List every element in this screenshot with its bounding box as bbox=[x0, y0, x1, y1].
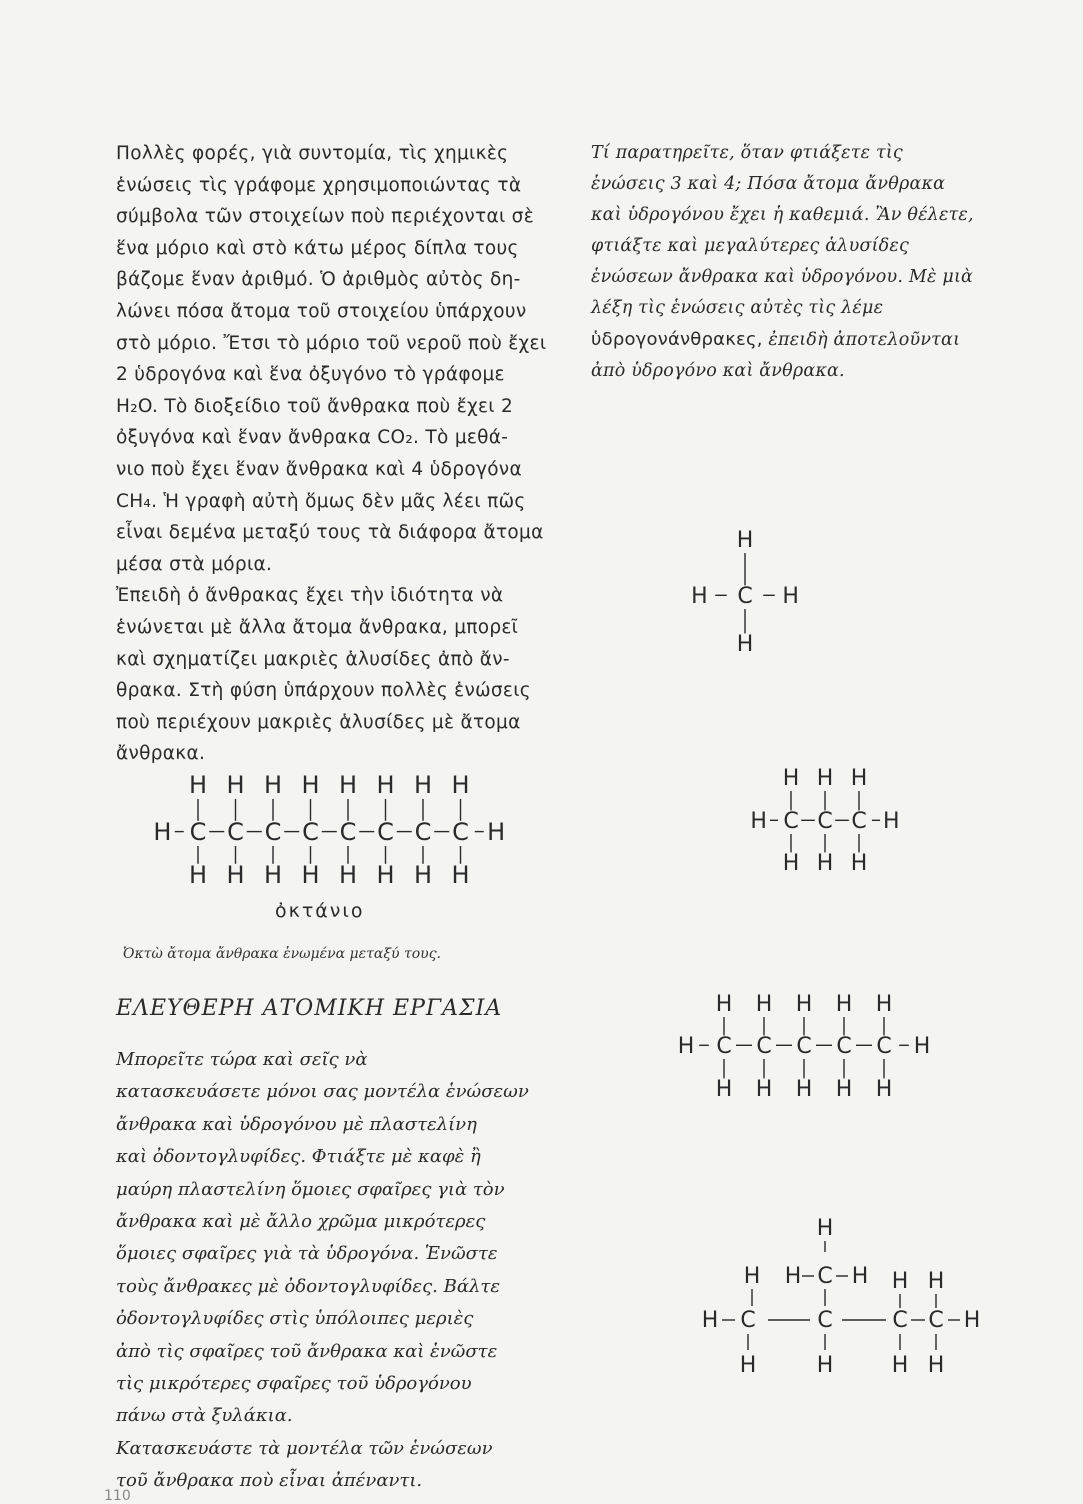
hydrogen-atom: H bbox=[755, 1077, 773, 1100]
term-hydrocarbons: ὑδρογονάνθρακες, bbox=[591, 329, 763, 350]
carbon-atom: C bbox=[227, 818, 244, 846]
hydrogen-atom: H bbox=[795, 1077, 813, 1100]
hydrogen-atom: H bbox=[188, 861, 208, 889]
hydrogen-atom: H bbox=[795, 992, 813, 1017]
hydrogen-atom: H bbox=[963, 1308, 981, 1333]
carbon-atom: C bbox=[377, 818, 394, 846]
hydrogen-atom: H bbox=[188, 771, 208, 799]
carbon-atom: C bbox=[851, 809, 867, 834]
hydrogen-atom: H bbox=[743, 1264, 761, 1289]
hydrogen-atom: H bbox=[913, 1034, 931, 1059]
page-number: 110 bbox=[104, 1488, 131, 1504]
carbon-atom: C bbox=[264, 818, 282, 846]
hydrogen-atom: H bbox=[226, 861, 245, 889]
hydrogen-atom: H bbox=[784, 1264, 802, 1289]
hydrogen-atom: H bbox=[927, 1269, 945, 1294]
hydrogen-atom: H bbox=[851, 1264, 869, 1289]
section-heading: ΕΛΕΥΘΕΡΗ ΑΤΟΜΙΚΗ ΕΡΓΑΣΙΑ bbox=[116, 996, 503, 1021]
hydrogen-atom: H bbox=[835, 1077, 853, 1100]
hydrogen-atom: H bbox=[301, 861, 320, 889]
hydrogen-atom: H bbox=[376, 861, 395, 889]
hydrogen-atom: H bbox=[891, 1353, 909, 1378]
pentane-structural-formula bbox=[670, 985, 960, 1100]
hydrogen-atom: H bbox=[782, 766, 800, 791]
methane-structural-formula bbox=[680, 525, 820, 655]
hydrogen-atom: H bbox=[376, 771, 395, 799]
carbon-atom: C bbox=[740, 1308, 756, 1333]
hydrogen-atom: H bbox=[226, 771, 245, 799]
carbon-atom: C bbox=[783, 809, 799, 834]
hydrogen-atom: H bbox=[891, 1269, 909, 1294]
hydrogen-atom: H bbox=[413, 771, 433, 799]
octane-name: ὀκτάνιο bbox=[275, 900, 365, 922]
hydrogen-atom: H bbox=[875, 992, 893, 1017]
hydrogen-atom: H bbox=[715, 1077, 733, 1100]
hydrogen-atom: H bbox=[338, 771, 358, 799]
hydrogen-atom: H bbox=[816, 1353, 834, 1378]
isopentane-structural-formula bbox=[690, 1210, 1000, 1385]
carbon-atom: C bbox=[339, 818, 357, 846]
hydrogen-atom: H bbox=[782, 584, 799, 609]
hydrogen-atom: H bbox=[338, 861, 358, 889]
octane-structural-formula bbox=[140, 765, 520, 890]
hydrogen-atom: H bbox=[883, 809, 900, 834]
carbon-atom: C bbox=[876, 1034, 892, 1059]
hydrogen-atom: H bbox=[451, 771, 470, 799]
carbon-atom: C bbox=[817, 1264, 833, 1289]
paragraph-2: Ἐπειδὴ ὁ ἄνθρακας ἔχει τὴν ἰδιότητα νὰ ἑνώνεται μὲ ἄλλα ἄτομα ἄνθρακα, μπορεῖ καὶ σχηματίζει μακριὲς ἁλυσίδες ἀπὸ ἄν- θρακα. Στὴ φύση ὑπάρχουν πολλὲς ἑνώσεις ποὺ περιέχουν μακριὲς ἁλυσίδες μὲ ἄτομα ἄνθρακα. bbox=[116, 585, 531, 765]
carbon-atom: C bbox=[892, 1308, 908, 1333]
hydrogen-atom: H bbox=[736, 528, 754, 553]
hydrogen-atom: H bbox=[715, 992, 733, 1017]
hydrogen-atom: H bbox=[739, 1353, 757, 1378]
hydrogen-atom: H bbox=[153, 818, 172, 846]
left-column-text bbox=[116, 138, 556, 770]
carbon-atom: C bbox=[836, 1034, 852, 1059]
carbon-atom: C bbox=[817, 1308, 833, 1333]
carbon-atom: C bbox=[452, 818, 469, 846]
carbon-atom: C bbox=[302, 818, 319, 846]
hydrogen-atom: H bbox=[691, 584, 708, 609]
carbon-atom: C bbox=[414, 818, 432, 846]
hydrogen-atom: H bbox=[835, 992, 853, 1017]
carbon-atom: C bbox=[817, 809, 833, 834]
pentane-diagram bbox=[670, 985, 960, 1100]
octane-diagram bbox=[140, 765, 520, 890]
hydrogen-atom: H bbox=[750, 809, 767, 834]
hydrogen-atom: H bbox=[701, 1308, 719, 1333]
carbon-atom: C bbox=[756, 1034, 772, 1059]
hydrogen-atom: H bbox=[755, 992, 773, 1017]
carbon-atom: C bbox=[716, 1034, 732, 1059]
hydrogen-atom: H bbox=[816, 766, 834, 791]
isopentane-diagram bbox=[690, 1210, 1000, 1385]
hydrogen-atom: H bbox=[263, 771, 283, 799]
carbon-atom: C bbox=[737, 584, 753, 609]
exercise-text: Μπορεῖτε τώρα καὶ σεῖς νὰ κατασκευάσετε μόνοι σας μοντέλα ἑνώσεων ἄνθρακα καὶ ὑδρογόνου μὲ πλαστελίνη καὶ ὀδοντογλυφίδες. Φτιάξτε μὲ καφὲ ἢ μαύρη πλαστελίνη ὅμοιες σφαῖρες γιὰ τὸν ἄνθρακα καὶ μὲ ἄλλο χρῶμα μικρότερες ὅμοιες σφαῖρες γιὰ τὰ ὑδρογόνα. Ἑνῶστε τοὺς ἄνθρακες μὲ ὀδοντογλυφίδες. Βάλτε ὀδοντογλυφίδες στὶς ὑπόλοιπες μεριὲς ἀπὸ τὶς σφαῖρες τοῦ ἄνθρακα καὶ ἑνῶστε τὶς μικρότερες σφαῖρες τοῦ ὑδρογόνου πάνω στὰ ξυλάκια. Κατασκευάστε τὰ μοντέλα τῶν ἑνώσεων τοῦ ἄνθρακα ποὺ εἶναι ἀπέναντι. bbox=[116, 1049, 529, 1492]
hydrogen-atom: H bbox=[816, 1216, 834, 1241]
methane-diagram bbox=[680, 525, 820, 655]
hydrogen-atom: H bbox=[816, 851, 834, 875]
propane-structural-formula bbox=[735, 760, 935, 875]
hydrogen-atom: H bbox=[487, 818, 506, 846]
hydrogen-atom: H bbox=[413, 861, 433, 889]
hydrogen-atom: H bbox=[451, 861, 470, 889]
hydrogen-atom: H bbox=[850, 851, 868, 875]
carbon-atom: C bbox=[928, 1308, 944, 1333]
hydrogen-atom: H bbox=[782, 851, 800, 875]
carbon-atom: C bbox=[796, 1034, 812, 1059]
paragraph-1: Πολλὲς φορές, γιὰ συντομία, τὶς χημικὲς ἑνώσεις τὶς γράφομε χρησιμοποιώντας τὰ σύμβολα τῶν στοιχείων ποὺ περιέχονται σὲ ἕνα μόριο καὶ στὸ κάτω μέρος δίπλα τους βάζομε ἕναν ἀριθμό. Ὁ ἀριθμὸς αὐτὸς δη- λώνει πόσα ἄτομα τοῦ στοιχείου ὑπάρχουν στὸ μόριο. Ἔτσι τὸ μόριο τοῦ νεροῦ ποὺ ἔχει 2 ὑδρογόνα καὶ ἕνα ὀξυγόνο τὸ γράφομε H₂O. Τὸ διοξείδιο τοῦ ἄνθρακα ποὺ ἔχει 2 ὀξυγόνα καὶ ἕναν ἄνθρακα CO₂. Τὸ μεθά- νιο ποὺ ἔχει ἕναν ἄνθρακα καὶ 4 ὑδρογόνα CH₄. Ἡ γραφὴ αὐτὴ ὅμως δὲν μᾶς λέει πῶς εἶναι δεμένα μεταξύ τους τὰ διάφορα ἄτομα μέσα στὰ μόρια. bbox=[116, 143, 547, 575]
hydrogen-atom: H bbox=[301, 771, 320, 799]
hydrogen-atom: H bbox=[736, 632, 754, 655]
propane-diagram bbox=[735, 760, 935, 875]
hydrogen-atom: H bbox=[850, 766, 868, 791]
hydrogen-atom: H bbox=[677, 1034, 695, 1059]
right-column-text: Τί παρατηρεῖτε, ὅταν φτιάξετε τὶς ἑνώσεις 3 καὶ 4; Πόσα ἄτομα ἄνθρακα καὶ ὑδρογόνου ἔχει ἡ καθεμιά. Ἂν θέλετε, φτιάξτε καὶ μεγαλύτερες ἁλυσίδες ἑνώσεων ἄνθρακα καὶ ὑδρογόνου. Μὲ μιὰ λέξη τὶς ἑνώσεις αὐτὲς τὶς λέμε ὑδρογονάνθρακες, ἐπειδὴ ἀποτελοῦνται ἀπὸ ὑδρογόνο καὶ ἄνθρακα. bbox=[591, 143, 974, 381]
carbon-atom: C bbox=[189, 818, 207, 846]
hydrogen-atom: H bbox=[927, 1353, 945, 1378]
hydrogen-atom: H bbox=[875, 1077, 893, 1100]
octane-caption: Ὀκτὼ ἄτομα ἄνθρακα ἑνωμένα μεταξύ τους. bbox=[123, 946, 441, 962]
hydrogen-atom: H bbox=[263, 861, 283, 889]
